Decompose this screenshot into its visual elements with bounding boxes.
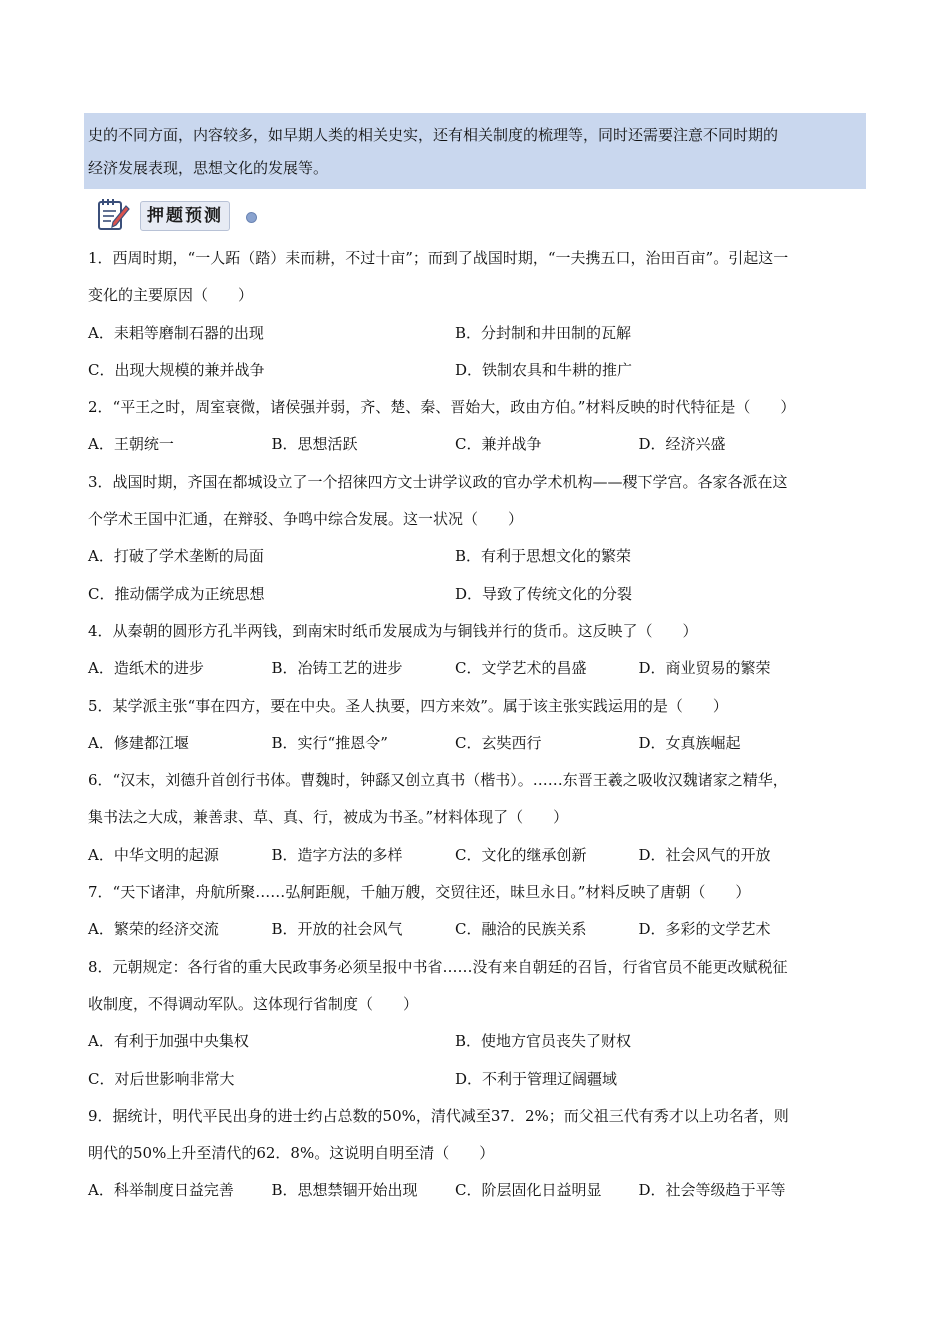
options-row [88,576,878,613]
question-stem: 2．“平王之时，周室衰微，诸侯强并弱，齐、楚、秦、晋始大，政由方伯。”材料反映的时代特征是（ ） [88,398,796,417]
question-stem: 8．元朝规定：各行省的重大民政事务必须呈报中书省……没有来自朝廷的召旨，行省官员不能更改赋税征 [88,957,788,976]
option-b: B．开放的社会风气 [271,920,403,939]
intro-line: 经济发展表现，思想文化的发展等。 [88,159,329,177]
notepad-pencil-icon [96,197,130,233]
question-2 [88,389,878,464]
question-stem: 集书法之大成，兼善隶、草、真、行，被成为书圣。”材料体现了（ ） [88,808,569,827]
question-stem: 变化的主要原因（ ） [88,286,254,305]
question-5 [88,688,878,763]
question-stem: 明代的50%上升至清代的62．8%。这说明自明至清（ ） [88,1144,495,1163]
question-stem: 个学术王国中汇通，在辩驳、争鸣中综合发展。这一状况（ ） [88,510,524,529]
question-stem: 1．西周时期，“一人跖（踏）耒而耕，不过十亩”；而到了战国时期，“一夫携五口，治田百亩”。引起这一 [88,249,789,267]
option-b: B．冶铸工艺的进步 [271,659,403,678]
option-c: C．出现大规模的兼并战争 [88,360,265,379]
options-row [88,352,878,389]
options-row [88,1061,878,1098]
option-b: B．有利于思想文化的繁荣 [455,547,632,566]
option-d: D．铁制农具和牛耕的推广 [455,360,633,379]
question-stem: 5．某学派主张“事在四方，要在中央。圣人执要，四方来效”。属于该主张实践运用的是（ ） [88,696,728,715]
section-banner [96,197,266,237]
option-a: A．有利于加强中央集权 [88,1032,249,1051]
option-a: A．中华文明的起源 [88,845,219,864]
question-stem: 收制度，不得调动军队。这体现行省制度（ ） [88,994,419,1013]
question-6 [88,762,878,874]
option-c: C．兼并战争 [455,435,542,454]
question-8 [88,949,878,1098]
options-row [88,1172,878,1209]
question-stem: 3．战国时期，齐国在都城设立了一个招徕四方文士讲学议政的官办学术机构——稷下学宫。各家各派在这 [88,472,788,491]
option-c: C．玄奘西行 [455,733,542,752]
option-c: C．文化的继承创新 [455,845,587,864]
question-4 [88,613,878,688]
options-row [88,1023,878,1060]
question-3 [88,464,878,613]
options-row [88,426,878,463]
option-a: A．修建都江堰 [88,733,189,752]
options-row [88,650,878,687]
option-a: A．打破了学术垄断的局面 [88,547,264,566]
option-c: C．文学艺术的昌盛 [455,659,587,678]
intro-line: 史的不同方面，内容较多，如早期人类的相关史实，还有相关制度的梳理等，同时还需要注意不同时期的 [88,126,779,144]
question-stem: 4．从秦朝的圆形方孔半两钱，到南宋时纸币发展成为与铜钱并行的货币。这反映了（ ） [88,621,698,640]
option-d: D．多彩的文学艺术 [638,920,771,939]
question-1 [88,240,878,389]
option-a: A．科举制度日益完善 [88,1181,234,1200]
option-a: A．王朝统一 [88,435,174,454]
option-c: C．阶层固化日益明显 [455,1181,602,1200]
decorative-dot [246,212,257,223]
options-row [88,725,878,762]
option-a: A．繁荣的经济交流 [88,920,219,939]
option-d: D．导致了传统文化的分裂 [455,584,633,603]
question-stem: 7．“天下诸津，舟航所聚……弘舸距舰，千舳万艘，交贸往还，昧旦永日。”材料反映了唐朝（ ） [88,883,751,902]
option-c: C．推动儒学成为正统思想 [88,584,265,603]
option-a: A．造纸术的进步 [88,659,204,678]
option-b: B．使地方官员丧失了财权 [455,1032,632,1051]
option-c: C．融洽的民族关系 [455,920,587,939]
option-d: D．商业贸易的繁荣 [638,659,771,678]
option-b: B．分封制和井田制的瓦解 [455,323,632,342]
option-b: B．实行“推恩令” [271,733,388,752]
option-d: D．女真族崛起 [638,733,741,752]
option-a: A．耒耜等磨制石器的出现 [88,323,264,342]
intro-summary-box [84,113,866,189]
option-d: D．社会风气的开放 [638,845,771,864]
option-c: C．对后世影响非常大 [88,1069,235,1088]
question-list [88,240,878,1210]
options-row [88,315,878,352]
option-d: D．社会等级趋于平等 [638,1181,786,1200]
options-row [88,538,878,575]
question-stem: 9．据统计，明代平民出身的进士约占总数的50%，清代减至37．2%；而父祖三代有秀才以上功名者，则 [88,1106,789,1125]
option-d: D．不利于管理辽阔疆域 [455,1069,618,1088]
option-d: D．经济兴盛 [638,435,726,454]
option-b: B．思想活跃 [271,435,358,454]
options-row [88,911,878,948]
question-7 [88,874,878,949]
options-row [88,837,878,874]
section-title: 押题预测 [140,201,230,231]
option-b: B．思想禁锢开始出现 [271,1181,418,1200]
option-b: B．造字方法的多样 [271,845,403,864]
question-stem: 6．“汉末，刘德升首创行书体。曹魏时，钟繇又创立真书（楷书）。……东晋王羲之吸收汉魏诸家之精华， [88,771,788,790]
question-9 [88,1098,878,1210]
